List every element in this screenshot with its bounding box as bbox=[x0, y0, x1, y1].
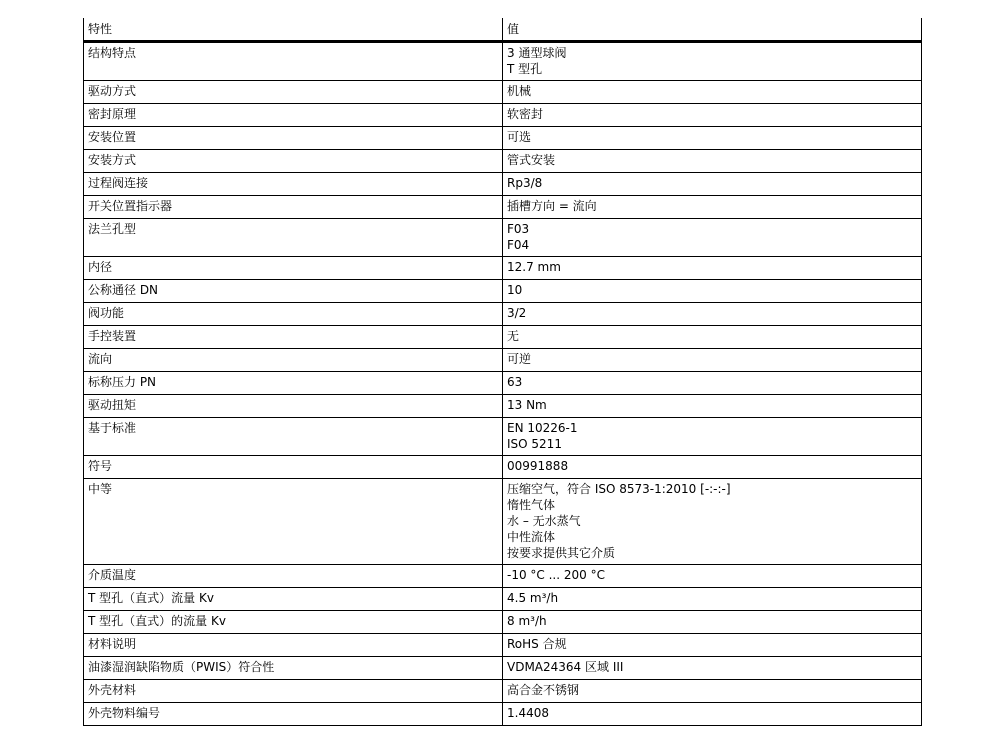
value-cell: 压缩空气，符合 ISO 8573-1:2010 [-:-:-] 惰性气体 水 – 无水蒸气 中性流体 按要求提供其它介质 bbox=[503, 479, 922, 565]
property-cell: 介质温度 bbox=[84, 565, 503, 588]
value-cell: Rp3/8 bbox=[503, 173, 922, 196]
property-cell: 油漆湿润缺陷物质（PWIS）符合性 bbox=[84, 657, 503, 680]
table-row bbox=[84, 418, 922, 456]
table-row bbox=[84, 42, 922, 81]
table-row bbox=[84, 456, 922, 479]
value-cell: 机械 bbox=[503, 81, 922, 104]
table-row bbox=[84, 395, 922, 418]
property-cell: 驱动方式 bbox=[84, 81, 503, 104]
table-row bbox=[84, 703, 922, 726]
value-cell: 高合金不锈钢 bbox=[503, 680, 922, 703]
property-cell: 手控装置 bbox=[84, 326, 503, 349]
table-row bbox=[84, 150, 922, 173]
table-row bbox=[84, 257, 922, 280]
value-cell: 12.7 mm bbox=[503, 257, 922, 280]
property-cell: 流向 bbox=[84, 349, 503, 372]
table-row bbox=[84, 588, 922, 611]
table-header bbox=[84, 18, 922, 42]
property-cell: T 型孔（直式）流量 Kv bbox=[84, 588, 503, 611]
value-cell: 可逆 bbox=[503, 349, 922, 372]
property-cell: 开关位置指示器 bbox=[84, 196, 503, 219]
table-row bbox=[84, 611, 922, 634]
table-row bbox=[84, 104, 922, 127]
value-cell: 软密封 bbox=[503, 104, 922, 127]
value-cell: 1.4408 bbox=[503, 703, 922, 726]
table-row bbox=[84, 634, 922, 657]
table-row bbox=[84, 173, 922, 196]
property-cell: 标称压力 PN bbox=[84, 372, 503, 395]
property-cell: 驱动扭矩 bbox=[84, 395, 503, 418]
property-cell: 基于标准 bbox=[84, 418, 503, 456]
value-cell: 10 bbox=[503, 280, 922, 303]
value-cell: -10 °C ... 200 °C bbox=[503, 565, 922, 588]
header-property: 特性 bbox=[84, 18, 503, 42]
property-cell: 安装方式 bbox=[84, 150, 503, 173]
table-row bbox=[84, 127, 922, 150]
property-cell: 符号 bbox=[84, 456, 503, 479]
header-value: 值 bbox=[503, 18, 922, 42]
value-cell: 4.5 m³/h bbox=[503, 588, 922, 611]
value-cell: 可选 bbox=[503, 127, 922, 150]
value-cell: 8 m³/h bbox=[503, 611, 922, 634]
table-row bbox=[84, 219, 922, 257]
value-cell: EN 10226-1 ISO 5211 bbox=[503, 418, 922, 456]
table-row bbox=[84, 81, 922, 104]
property-cell: 安装位置 bbox=[84, 127, 503, 150]
value-cell: 3/2 bbox=[503, 303, 922, 326]
table-row bbox=[84, 680, 922, 703]
header-row bbox=[84, 18, 922, 42]
table-row bbox=[84, 479, 922, 565]
property-cell: 法兰孔型 bbox=[84, 219, 503, 257]
property-cell: 中等 bbox=[84, 479, 503, 565]
property-cell: 材料说明 bbox=[84, 634, 503, 657]
property-cell: 过程阀连接 bbox=[84, 173, 503, 196]
value-cell: F03 F04 bbox=[503, 219, 922, 257]
property-cell: T 型孔（直式）的流量 Kv bbox=[84, 611, 503, 634]
spec-table bbox=[83, 18, 922, 726]
value-cell: 无 bbox=[503, 326, 922, 349]
table-row bbox=[84, 372, 922, 395]
table-row bbox=[84, 326, 922, 349]
table-row bbox=[84, 657, 922, 680]
value-cell: 插槽方向 = 流向 bbox=[503, 196, 922, 219]
value-cell: 管式安装 bbox=[503, 150, 922, 173]
property-cell: 外壳物料编号 bbox=[84, 703, 503, 726]
table-row bbox=[84, 565, 922, 588]
property-cell: 密封原理 bbox=[84, 104, 503, 127]
property-cell: 外壳材料 bbox=[84, 680, 503, 703]
table-row bbox=[84, 349, 922, 372]
table-row bbox=[84, 303, 922, 326]
value-cell: VDMA24364 区域 III bbox=[503, 657, 922, 680]
property-cell: 公称通径 DN bbox=[84, 280, 503, 303]
property-cell: 阀功能 bbox=[84, 303, 503, 326]
value-cell: RoHS 合规 bbox=[503, 634, 922, 657]
value-cell: 63 bbox=[503, 372, 922, 395]
property-cell: 结构特点 bbox=[84, 42, 503, 81]
table-row bbox=[84, 196, 922, 219]
table-body bbox=[84, 42, 922, 726]
table-row bbox=[84, 280, 922, 303]
value-cell: 00991888 bbox=[503, 456, 922, 479]
property-cell: 内径 bbox=[84, 257, 503, 280]
value-cell: 3 通型球阀 T 型孔 bbox=[503, 42, 922, 81]
value-cell: 13 Nm bbox=[503, 395, 922, 418]
